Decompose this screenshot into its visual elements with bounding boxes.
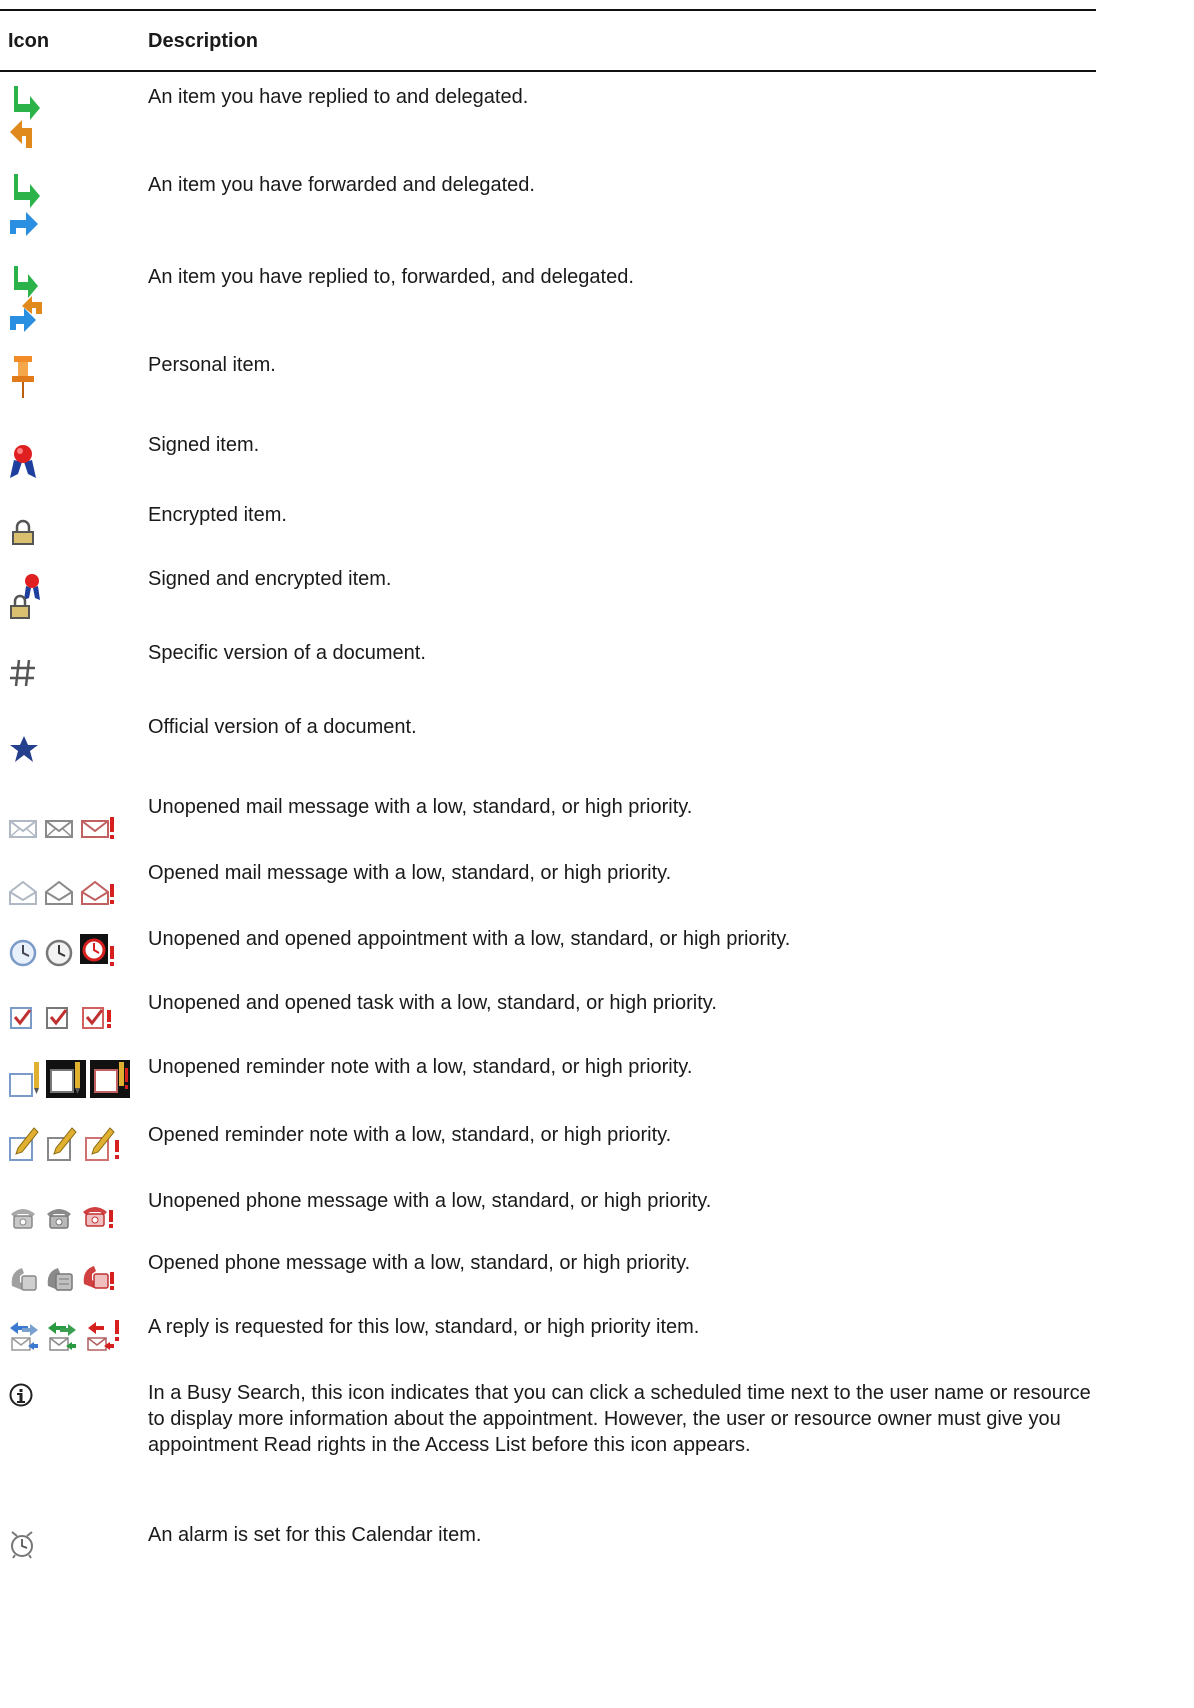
signed-encrypted-icon <box>8 572 42 620</box>
table-top-rule <box>0 9 1096 11</box>
open-envelope-standard-icon <box>44 880 74 906</box>
open-envelope-high-icon <box>80 880 116 906</box>
phone-low-icon <box>8 1204 38 1230</box>
row-description: Signed and encrypted item. <box>148 568 392 590</box>
clock-standard-icon <box>44 938 74 968</box>
task-standard-icon <box>44 1002 74 1030</box>
open-envelope-low-icon <box>8 880 38 906</box>
note-low-icon <box>8 1060 42 1098</box>
envelope-high-icon <box>80 816 116 840</box>
padlock-icon <box>8 518 38 548</box>
reply-delegate-icon <box>8 86 42 152</box>
header-rule <box>0 70 1096 72</box>
pencil-low-icon <box>8 1126 40 1162</box>
signed-ribbon-icon <box>8 442 38 478</box>
row-description: Opened phone message with a low, standard, or high priority. <box>148 1252 691 1274</box>
row-description: Unopened and opened appointment with a low, standard, or high priority. <box>148 928 791 950</box>
row-description: In a Busy Search, this icon indicates that you can click a scheduled time next to the user name or resource to display more information about the appointment. However, the user or resource owner must give you appointment Read rights in the Access List before this icon appears. <box>148 1382 1091 1456</box>
forward-delegate-icon <box>8 174 42 236</box>
row-description: Encrypted item. <box>148 504 287 526</box>
reply-request-low-icon <box>8 1320 40 1354</box>
reply-request-standard-icon <box>46 1320 78 1354</box>
pencil-high-icon <box>84 1126 122 1162</box>
open-phone-standard-icon <box>44 1264 74 1292</box>
row-description: Unopened and opened task with a low, standard, or high priority. <box>148 992 717 1014</box>
reply-request-high-icon <box>84 1318 122 1354</box>
clock-low-icon <box>8 938 38 968</box>
note-standard-icon <box>46 1058 86 1098</box>
open-phone-high-icon <box>80 1262 116 1292</box>
row-description: An item you have replied to, forwarded, and delegated. <box>148 266 634 288</box>
task-high-icon <box>80 1002 116 1030</box>
star-icon <box>8 734 40 764</box>
envelope-low-icon <box>8 818 38 840</box>
pushpin-icon <box>8 354 38 400</box>
reply-forward-delegate-icon <box>8 266 44 332</box>
alarm-clock-icon <box>8 1528 36 1560</box>
row-description: Unopened phone message with a low, standard, or high priority. <box>148 1190 712 1212</box>
row-description: An item you have forwarded and delegated. <box>148 174 535 196</box>
info-icon <box>8 1382 34 1408</box>
row-description: Personal item. <box>148 354 276 376</box>
row-description: Official version of a document. <box>148 716 417 738</box>
open-phone-low-icon <box>8 1264 38 1292</box>
row-description: Signed item. <box>148 434 260 456</box>
note-high-icon <box>90 1058 130 1098</box>
phone-high-icon <box>80 1202 116 1230</box>
row-description: A reply is requested for this low, standard, or high priority item. <box>148 1316 700 1338</box>
row-description: An item you have replied to and delegated. <box>148 86 529 108</box>
row-description: Unopened mail message with a low, standard, or high priority. <box>148 796 693 818</box>
row-description: Specific version of a document. <box>148 642 426 664</box>
row-description: Unopened reminder note with a low, standard, or high priority. <box>148 1056 693 1078</box>
row-description: An alarm is set for this Calendar item. <box>148 1524 482 1546</box>
hash-icon <box>8 656 38 688</box>
clock-high-icon <box>80 934 116 968</box>
phone-standard-icon <box>44 1204 74 1230</box>
row-description: Opened mail message with a low, standard, or high priority. <box>148 862 672 884</box>
envelope-standard-icon <box>44 818 74 840</box>
task-low-icon <box>8 1002 38 1030</box>
pencil-standard-icon <box>46 1126 78 1162</box>
row-description: Opened reminder note with a low, standard, or high priority. <box>148 1124 672 1146</box>
description-column-header: Description <box>148 30 259 52</box>
icon-column-header: Icon <box>8 30 50 52</box>
